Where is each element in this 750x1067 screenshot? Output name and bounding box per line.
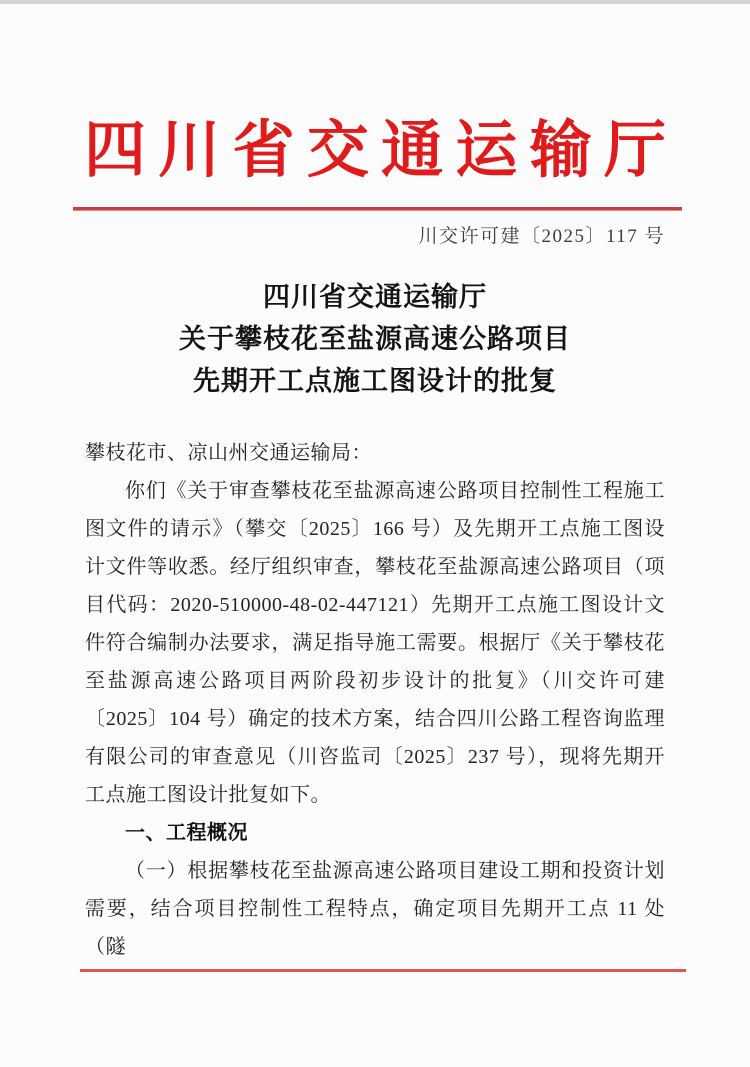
doc-number: 川交许可建〔2025〕117 号: [418, 226, 665, 247]
document-title: [55, 276, 695, 402]
letterhead-divider: [73, 207, 682, 211]
footer-divider: [80, 969, 686, 972]
letterhead-title: 四川省交通运输厅: [84, 117, 666, 185]
title-line-1: 四川省交通运输厅: [263, 282, 487, 312]
scan-top-border: [0, 0, 750, 4]
body-paragraph-1: 你们《关于审查攀枝花至盐源高速公路项目控制性工程施工图文件的请示》（攀交〔2025〕166 号）及先期开工点施工图设计文件等收悉。经厅组织审查，攀枝花至盐源高速公路项目（项目代码：2020-510000-48-02-447121）先期开工点施工图设计文件符合编制办法要求，满足指导施工需要。根据厅《关于攀枝花至盐源高速公路项目两阶段初步设计的批复》（川交许可建〔2025〕104 号）确定的技术方案，结合四川公路工程咨询监理有限公司的审查意见（川咨监司〔2025〕237 号），现将先期开工点施工图设计批复如下。: [85, 480, 665, 806]
salutation: 攀枝花市、凉山州交通运输局：: [85, 442, 372, 464]
title-line-3: 先期开工点施工图设计的批复: [193, 366, 557, 396]
title-line-2: 关于攀枝花至盐源高速公路项目: [179, 324, 571, 354]
body-paragraph-2: （一）根据攀枝花至盐源高速公路项目建设工期和投资计划需要，结合项目控制性工程特点，确定项目先期开工点 11 处（隧: [85, 860, 665, 958]
section-heading-1: 一、工程概况: [125, 822, 248, 844]
document-body: [85, 434, 665, 966]
